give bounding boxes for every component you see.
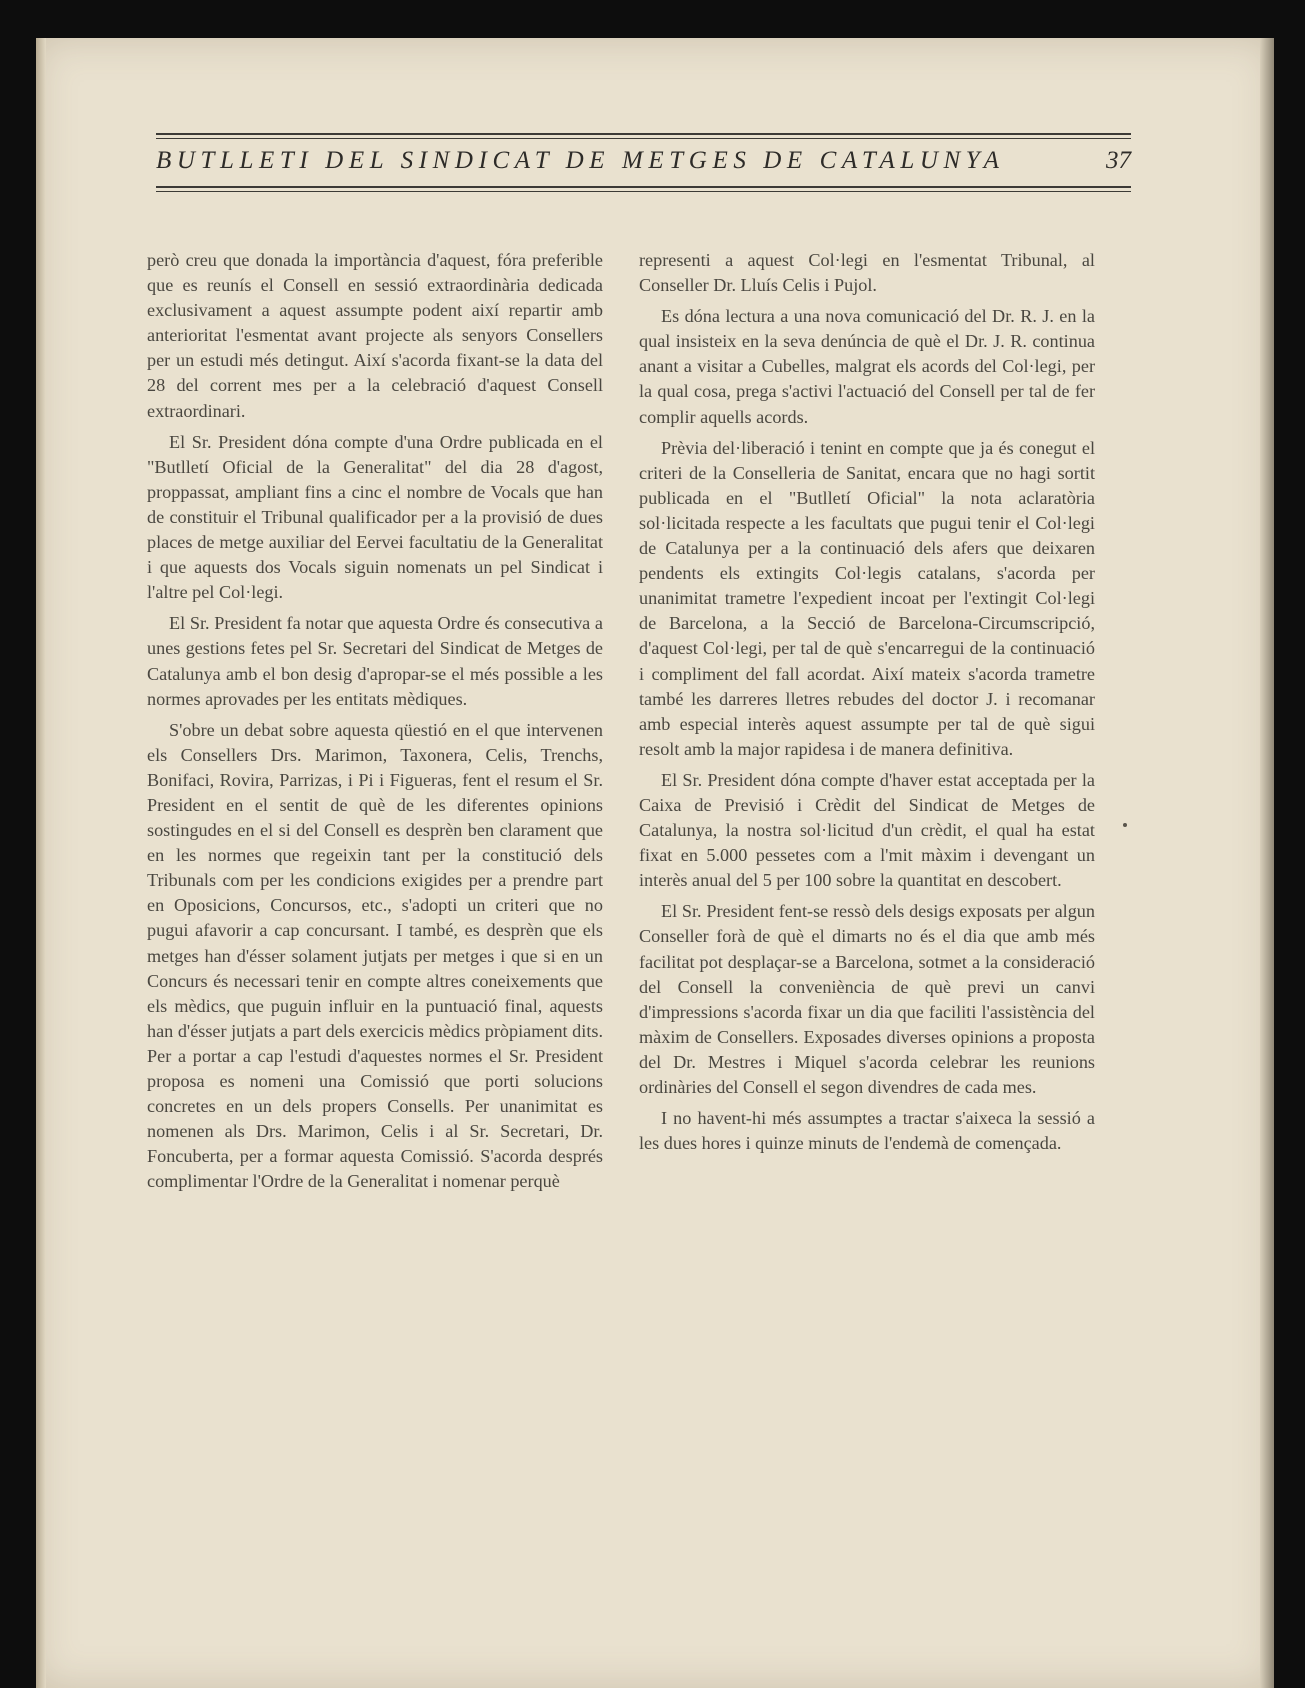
journal-page — [36, 38, 1274, 1688]
page-number: 37 — [1106, 147, 1131, 174]
paragraph: S'obre un debat sobre aquesta qüestió en el que intervenen els Consellers Drs. Marimon, Taxonera, Celis, Trenchs, Bonifaci, Rovira, Parrizas, i Pi i Figueras, fent el resum el Sr. President en el sentit de què de les diferentes opinions sostingudes en el si del Consell es desprèn ben clarament que en les normes que regeixin tant per la constitució dels Tribunals com per les condicions exigides per a prendre part en Oposicions, Concursos, etc., s'adopti un criteri que no pugui afavorir a cap concursant. I també, es desprèn que els metges han d'ésser solament jutjats per metges i que si en un Concurs és necessari tenir en compte altres coneixements que els mèdics, que puguin influir en la puntuació final, aquests han d'ésser jutjats a part dels exercicis mèdics pròpiament dits. Per a portar a cap l'estudi d'aquestes normes el Sr. President proposa es nomeni una Comissió que porti solucions concretes en un dels propers Consells. Per unanimitat es nomenen als Drs. Marimon, Celis i al Sr. Secretari, Dr. Foncuberta, per a formar aquesta Comissió. S'acorda després complimentar l'Ordre de la Generalitat i nomenar perquè — [147, 719, 603, 1192]
page-edge-shadow — [1260, 38, 1274, 1688]
paragraph: però creu que donada la importància d'aquest, fóra preferible que es reunís el Consell en sessió extraordinària dedicada exclusivament a aquest assumpte podent així repartir amb anterioritat l'esmentat avant projecte als senyors Consellers per un estudi més detingut. Així s'acorda fixant-se la data del 28 del corrent mes per a la celebració d'aquest Consell extraordinari. — [147, 250, 603, 421]
journal-title: BUTLLETI DEL SINDICAT DE METGES DE CATALUNYA — [156, 147, 1005, 174]
paragraph: Es dóna lectura a una nova comunicació del Dr. R. J. en la qual insisteix en la seva denúncia de què el Dr. J. R. continua anant a visitar a Cubelles, malgrat els acords del Col·legi, per la qual cosa, prega s'activi l'actuació del Consell per tal de fer complir aquells acords. — [639, 306, 1095, 427]
paragraph: El Sr. President dóna compte d'haver estat acceptada per la Caixa de Previsió i Crèdit del Sindicat de Metges de Catalunya, la nostra sol·licitud d'un crèdit, el qual ha estat fixat en 5.000 pessetes com a l'mit màxim i devengant un interès anual del 5 per 100 sobre la quantitat en descobert. — [639, 769, 1095, 891]
right-column — [639, 248, 1095, 1156]
ink-speck — [1123, 823, 1127, 827]
header-rule-top-thin — [156, 138, 1131, 139]
header-rule-bottom-thin — [156, 191, 1131, 192]
header-rule-bottom — [156, 186, 1131, 188]
paragraph: El Sr. President fent-se ressò dels desigs exposats per algun Conseller forà de què el dimarts no és el dia que amb més facilitat pot desplaçar-se a Barcelona, sotmet a la consideració del Consell la conveniència de què previ un canvi d'impressions s'acorda fixar un dia que faciliti l'assistència del màxim de Consellers. Exposades diverses opinions a proposta del Dr. Mestres i Miquel s'acorda celebrar les reunions ordinàries del Consell el segon divendres de cada mes. — [639, 901, 1095, 1097]
left-column — [147, 248, 603, 1194]
page-spine-shadow — [36, 38, 46, 1688]
paragraph: representi a aquest Col·legi en l'esmentat Tribunal, al Conseller Dr. Lluís Celis i Pujol. — [639, 250, 1095, 296]
running-header — [156, 133, 1131, 203]
paragraph: Prèvia del·liberació i tenint en compte que ja és conegut el criteri de la Conselleria de Sanitat, encara que no hagi sortit publicada en el "Butlletí Oficial" la nota aclaratòria sol·licitada respecte a les facultats que pugui tenir el Col·legi de Catalunya per a la continuació dels afers que deixaren pendents els extingits Col·legis catalans, s'acorda per unanimitat trametre l'expedient incoat per l'extingit Col·legi de Barcelona, a la Secció de Barcelona-Circumscripció, d'aquest Col·legi, per tal de què s'encarregui de la continuació i compliment del fall acordat. Així mateix s'acorda trametre també les darreres lletres rebudes del doctor J. i recomanar amb especial interès aquest assumpte per tal de què sigui resolt amb la major rapidesa i de manera definitiva. — [639, 437, 1095, 759]
header-rule-top — [156, 133, 1131, 135]
paragraph: El Sr. President fa notar que aquesta Ordre és consecutiva a unes gestions fetes pel Sr. Secretari del Sindicat de Metges de Catalunya amb el bon desig d'apropar-se el més possible a les normes aprovades per les entitats mèdiques. — [147, 613, 603, 709]
paragraph: I no havent-hi més assumptes a tractar s'aixeca la sessió a les dues hores i quinze minuts de l'endemà de començada. — [639, 1108, 1095, 1154]
paragraph: El Sr. President dóna compte d'una Ordre publicada en el "Butlletí Oficial de la Generalitat" del dia 28 d'agost, proppassat, ampliant fins a cinc el nombre de Vocals que han de constituir el Tribunal qualificador per a la provisió de dues places de metge auxiliar del Eervei facultatiu de la Generalitat i que aquests dos Vocals siguin nomenats un pel Sindicat i l'altre pel Col·legi. — [147, 431, 603, 603]
